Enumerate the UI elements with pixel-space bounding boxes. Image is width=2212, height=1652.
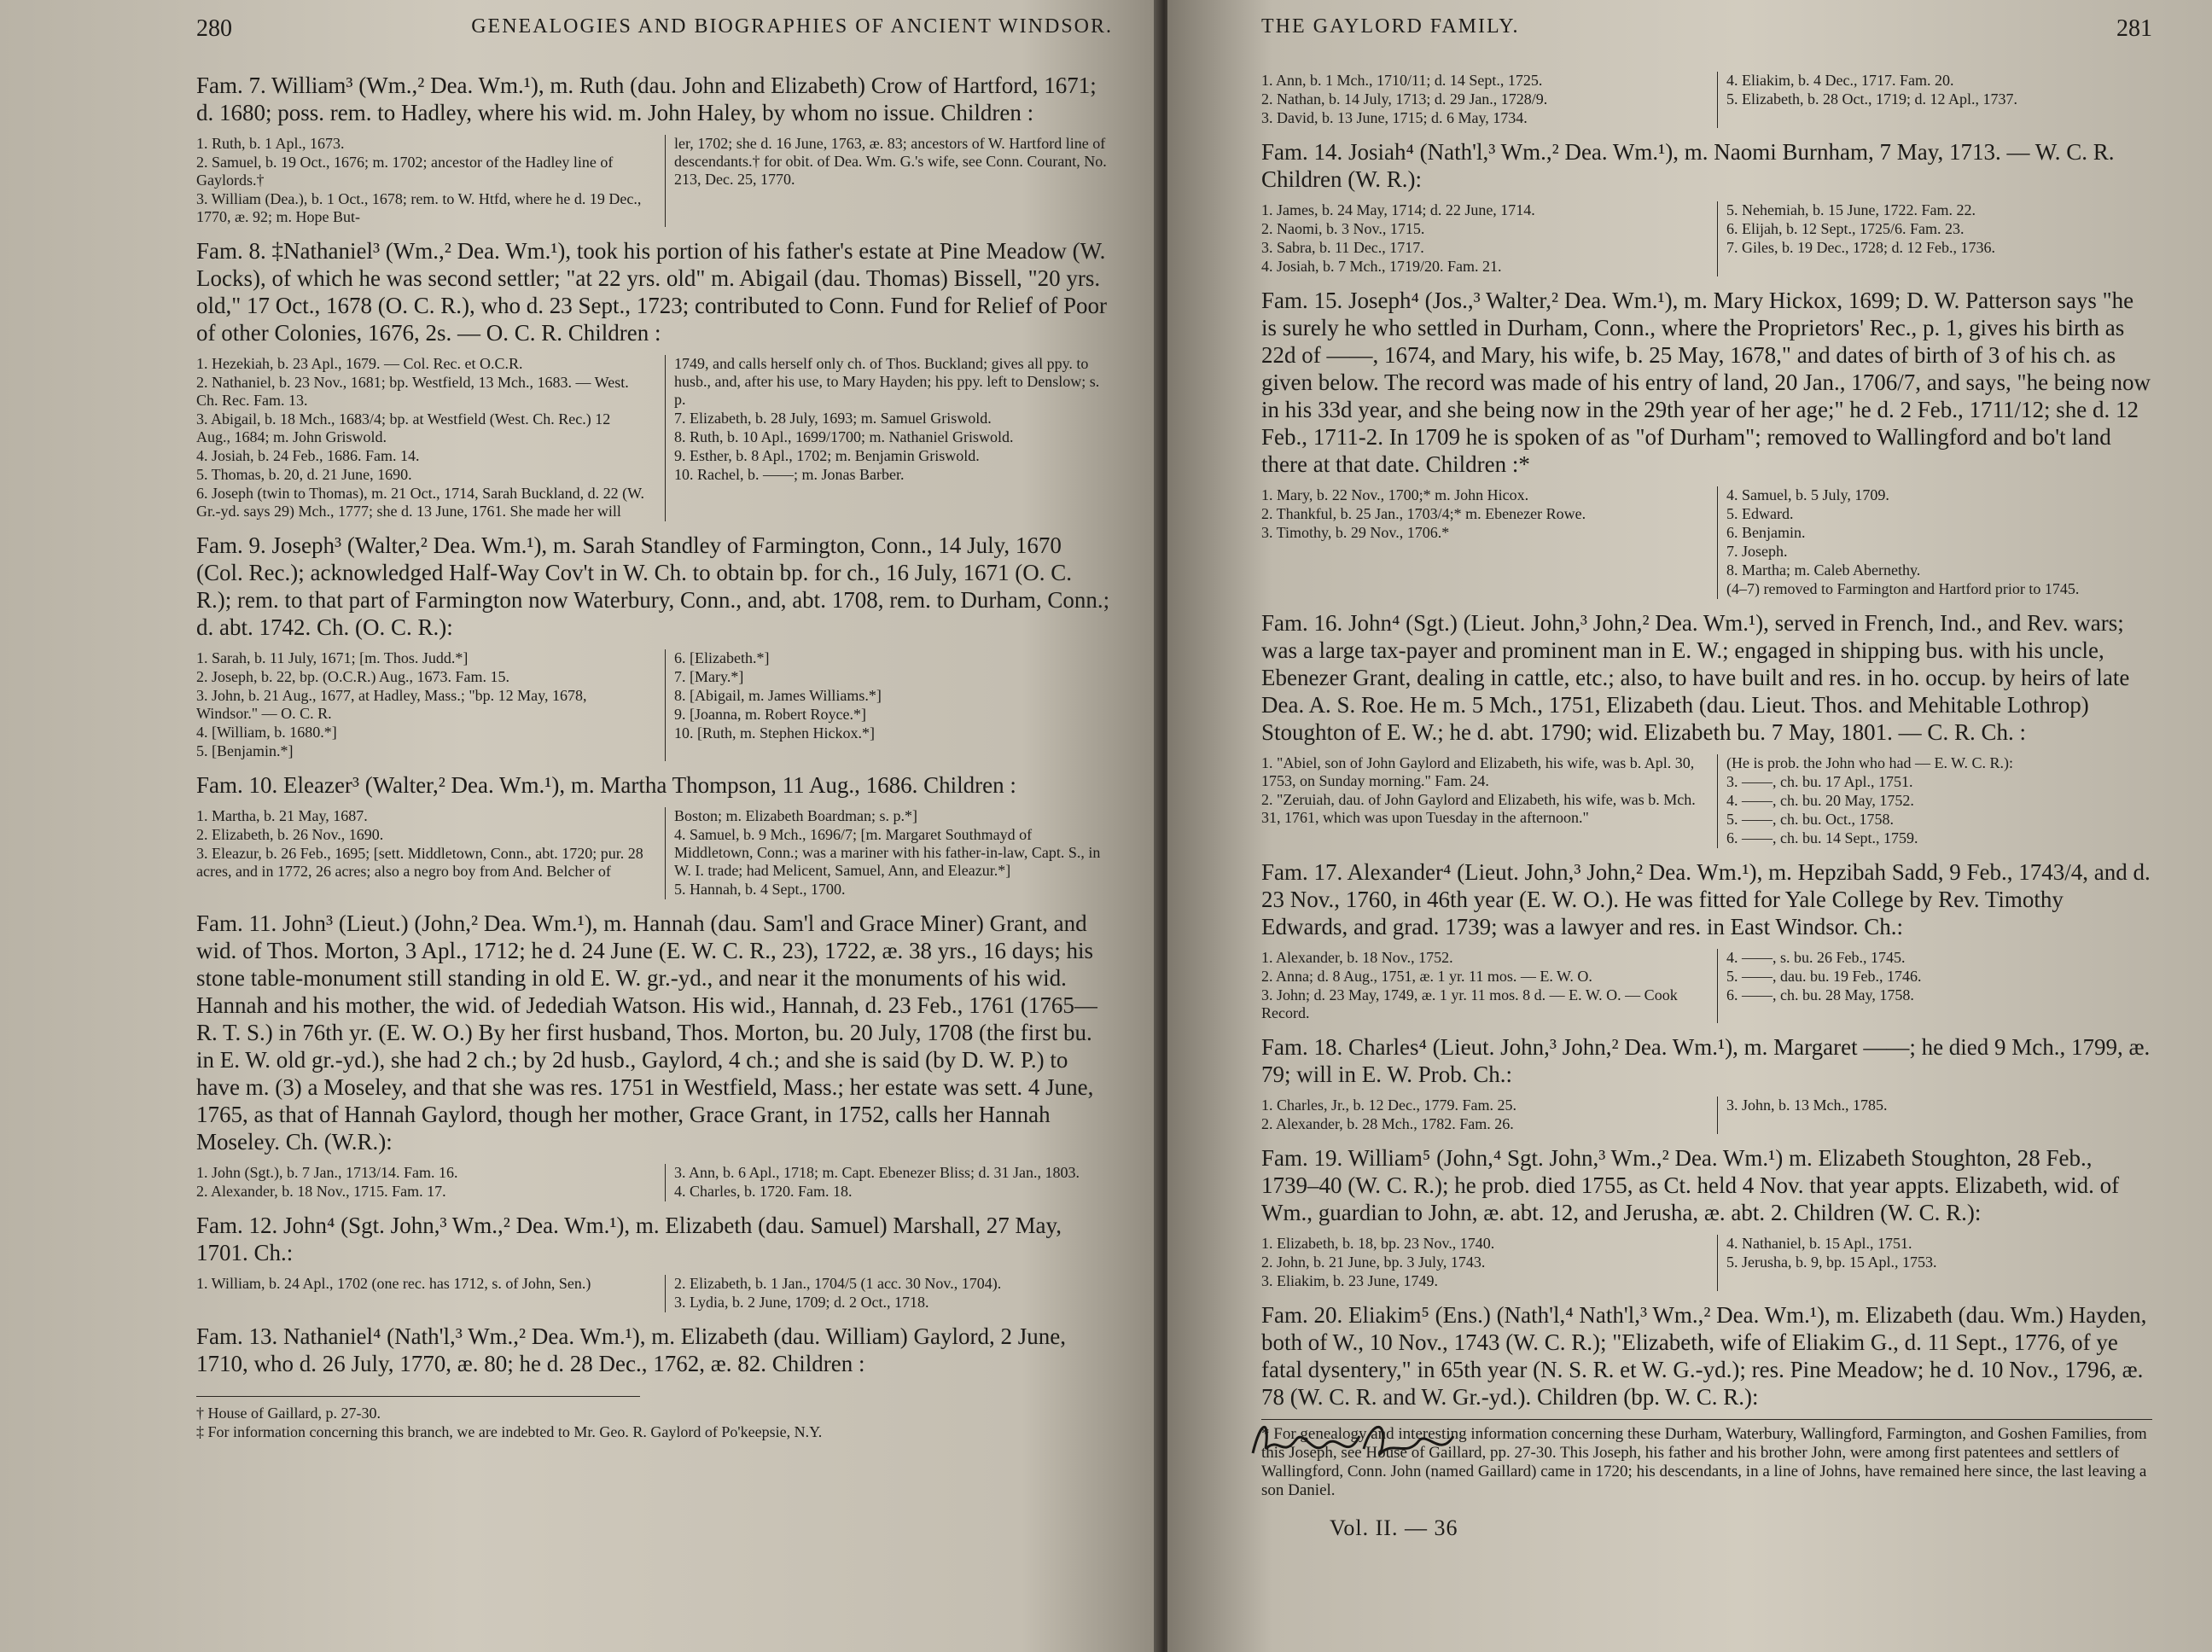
child-entry: 3. Lydia, b. 2 June, 1709; d. 2 Oct., 1718. xyxy=(674,1294,929,1311)
child-entry: 7. Elizabeth, b. 28 July, 1693; m. Samuel Griswold. xyxy=(674,410,992,427)
child-entry: 1. John (Sgt.), b. 7 Jan., 1713/14. Fam. 16. xyxy=(196,1164,458,1181)
family-entry: Fam. 14. Josiah⁴ (Nath'l,³ Wm.,² Dea. Wm.¹), m. Naomi Burnham, 7 May, 1713. — W. C. R. Children (W. R.): xyxy=(1261,139,2115,192)
child-entry: 2. Naomi, b. 3 Nov., 1715. xyxy=(1261,220,1425,237)
child-entry: 3. John, b. 13 Mch., 1785. xyxy=(1726,1096,1888,1114)
child-entry: 3. John; d. 23 May, 1749, æ. 1 yr. 11 mos. 8 d. — E. W. O. — Cook Record. xyxy=(1261,986,1678,1021)
child-entry: 5. ——, ch. bu. Oct., 1758. xyxy=(1726,811,1894,828)
child-entry: 2. John, b. 21 June, bp. 3 July, 1743. xyxy=(1261,1254,1486,1271)
children-left-col xyxy=(1261,486,1697,599)
child-entry: (4–7) removed to Farmington and Hartford prior to 1745. xyxy=(1726,580,2080,597)
right-footnote: * For genealogy and interesting information concerning these Durham, Waterbury, Wallingford, Farmington, and Goshen Families, from this Joseph, see House of Gaillard, pp. 27-30. This Joseph, his father and his brother John, were among first patentees and settlers of Wallingford, Conn. John (named Gaillard) came in 1720; his descendants, in a line of Johns, have remained here since, the last leaving a son Daniel. xyxy=(1261,1419,2152,1500)
children-left-col xyxy=(196,807,644,899)
children-right-col xyxy=(665,355,1113,521)
child-entry: 4. Josiah, b. 7 Mch., 1719/20. Fam. 21. xyxy=(1261,258,1502,275)
family-entry: Fam. 17. Alexander⁴ (Lieut. John,³ John,² Dea. Wm.¹), m. Hepzibah Sadd, 9 Feb., 1743/4, and d. 23 Nov., 1760, in 46th year (E. W. O.). He was fitted for Yale College by Rev. Timothy Edwards, and grad. 1739; was a lawyer and res. in East Windsor. Ch.: xyxy=(1261,859,2151,939)
children-right-col xyxy=(1717,201,2152,276)
children-list xyxy=(1261,754,2152,848)
top-children xyxy=(1261,72,2152,128)
children-right-col xyxy=(1717,1235,2152,1291)
children-left-col xyxy=(1261,201,1697,276)
child-entry: 2. "Zeruiah, dau. of John Gaylord and Elizabeth, his wife, was b. Mch. 31, 1761, which was upon Tuesday in the afternoon." xyxy=(1261,791,1696,826)
volume-mark: Vol. II. — 36 xyxy=(1330,1515,1458,1540)
child-entry: 6. Elijah, b. 12 Sept., 1725/6. Fam. 23. xyxy=(1726,220,1965,237)
child-entry: 1. Ann, b. 1 Mch., 1710/11; d. 14 Sept., 1725. xyxy=(1261,72,1543,89)
children-right-col xyxy=(1717,949,2152,1023)
child-entry: 7. Joseph. xyxy=(1726,543,1788,560)
child-entry: 1. Mary, b. 22 Nov., 1700;* m. John Hicox. xyxy=(1261,486,1529,503)
children-left-col xyxy=(1261,1096,1697,1134)
right-page-number: 281 xyxy=(2116,15,2152,42)
child-entry: 1749, and calls herself only ch. of Thos. Buckland; gives all ppy. to husb., and, after his use, to Mary Hayden; his ppy. left to Denslow; s. p. xyxy=(674,355,1100,408)
child-entry: 3. Abigail, b. 18 Mch., 1683/4; bp. at Westfield (West. Ch. Rec.) 12 Aug., 1684; m. John Griswold. xyxy=(196,410,611,445)
child-entry: 1. Elizabeth, b. 18, bp. 23 Nov., 1740. xyxy=(1261,1235,1495,1252)
children-list xyxy=(196,1275,1113,1312)
family-entry: Fam. 15. Joseph⁴ (Jos.,³ Walter,² Dea. Wm.¹), m. Mary Hickox, 1699; D. W. Patterson says "he is surely he who settled in Durham, Conn., where the Proprietors' Rec., p. 1, gives his birth as 22d of ——, 1674, and Mary, his wife, b. 25 May, 1678," and dates of birth of 3 of his ch. as given below. The record was made of his entry of land, 20 Jan., 1706/7, and says, "he being now in his 33d year, and she being now in the 29th year of her age;" he d. 2 Feb., 1711/12; she d. 12 Feb., 1711-2. In 1709 he is spoken of as "of Durham"; removed to Wallingford and bo't land there at that date. Children :* xyxy=(1261,288,2151,477)
child-entry: 3. Timothy, b. 29 Nov., 1706.* xyxy=(1261,524,1450,541)
children-right-col xyxy=(665,1164,1113,1201)
child-entry: 4. Charles, b. 1720. Fam. 18. xyxy=(674,1183,853,1200)
child-entry: 4. Nathaniel, b. 15 Apl., 1751. xyxy=(1726,1235,1912,1252)
child-entry: 4. Josiah, b. 24 Feb., 1686. Fam. 14. xyxy=(196,447,420,464)
family-entry: Fam. 8. ‡Nathaniel³ (Wm.,² Dea. Wm.¹), took his portion of his father's estate at Pine Meadow (W. Locks), of which he was second settler; "at 22 yrs. old" m. Abigail (dau. Thomas) Bissell, "20 yrs. old," 17 Oct., 1678 (O. C. R.), who d. 23 Sept., 1723; contributed to Conn. Fund for Relief of Poor of other Colonies, 1676, 2s. — O. C. R. Children : xyxy=(196,238,1107,346)
children-right-col xyxy=(1717,486,2152,599)
children-list xyxy=(196,649,1113,761)
child-entry: 4. ——, s. bu. 26 Feb., 1745. xyxy=(1726,949,1906,966)
right-entries xyxy=(1261,138,2152,1411)
child-entry: 8. [Abigail, m. James Williams.*] xyxy=(674,687,882,704)
children-right-col xyxy=(665,807,1113,899)
family-entry: Fam. 18. Charles⁴ (Lieut. John,³ John,² Dea. Wm.¹), m. Margaret ——; he died 9 Mch., 1799, æ. 79; will in E. W. Prob. Ch.: xyxy=(1261,1034,2151,1087)
child-entry: 2. Alexander, b. 28 Mch., 1782. Fam. 26. xyxy=(1261,1115,1514,1132)
child-entry: 2. Thankful, b. 25 Jan., 1703/4;* m. Ebenezer Rowe. xyxy=(1261,505,1586,522)
children-list xyxy=(196,807,1113,899)
child-entry: 8. Ruth, b. 10 Apl., 1699/1700; m. Nathaniel Griswold. xyxy=(674,428,1014,445)
children-left-col xyxy=(196,1275,644,1312)
child-entry: 4. ——, ch. bu. 20 May, 1752. xyxy=(1726,792,1914,809)
child-entry: 6. ——, ch. bu. 14 Sept., 1759. xyxy=(1726,829,1918,846)
child-entry: 10. Rachel, b. ——; m. Jonas Barber. xyxy=(674,466,905,483)
family-entry: Fam. 12. John⁴ (Sgt. John,³ Wm.,² Dea. Wm.¹), m. Elizabeth (dau. Samuel) Marshall, 27 May, 1701. Ch.: xyxy=(196,1213,1062,1265)
family-entry: Fam. 7. William³ (Wm.,² Dea. Wm.¹), m. Ruth (dau. John and Elizabeth) Crow of Hartford, 1671; d. 1680; poss. rem. to Hadley, where his wid. m. John Haley, by whom no issue. Children : xyxy=(196,73,1097,125)
child-entry: 10. [Ruth, m. Stephen Hickox.*] xyxy=(674,724,875,742)
child-entry: 2. Anna; d. 8 Aug., 1751, æ. 1 yr. 11 mos. — E. W. O. xyxy=(1261,968,1592,985)
top-children-left xyxy=(1261,72,1697,128)
child-entry: 3. Ann, b. 6 Apl., 1718; m. Capt. Ebenezer Bliss; d. 31 Jan., 1803. xyxy=(674,1164,1080,1181)
left-page-number: 280 xyxy=(196,15,232,42)
left-footnotes xyxy=(196,1396,823,1441)
left-entries xyxy=(196,72,1113,1377)
child-entry: 3. John, b. 21 Aug., 1677, at Hadley, Mass.; "bp. 12 May, 1678, Windsor." — O. C. R. xyxy=(196,687,587,722)
child-entry: 5. Nehemiah, b. 15 June, 1722. Fam. 22. xyxy=(1726,201,1976,218)
child-entry: 9. [Joanna, m. Robert Royce.*] xyxy=(674,706,866,723)
children-list xyxy=(1261,201,2152,276)
child-entry: 7. [Mary.*] xyxy=(674,668,744,685)
family-entry: Fam. 10. Eleazer³ (Walter,² Dea. Wm.¹), m. Martha Thompson, 11 Aug., 1686. Children : xyxy=(196,772,1016,798)
child-entry: 6. Joseph (twin to Thomas), m. 21 Oct., 1714, Sarah Buckland, d. 22 (W. Gr.-yd. says 29) Mch., 1777; she d. 13 June, 1761. She made her will xyxy=(196,485,644,520)
child-entry: 2. Elizabeth, b. 26 Nov., 1690. xyxy=(196,826,384,843)
top-children-right xyxy=(1717,72,2152,128)
child-entry: 4. [William, b. 1680.*] xyxy=(196,724,337,741)
child-entry: 3. David, b. 13 June, 1715; d. 6 May, 1734. xyxy=(1261,109,1528,126)
child-entry: 2. Samuel, b. 19 Oct., 1676; m. 1702; ancestor of the Hadley line of Gaylords.† xyxy=(196,154,614,189)
children-right-col xyxy=(665,135,1113,227)
family-entry: Fam. 20. Eliakim⁵ (Ens.) (Nath'l,⁴ Nath'l,³ Wm.,² Dea. Wm.¹), m. Elizabeth (dau. Wm.) Hayden, both of W., 10 Nov., 1743 (W. C. R.); "Elizabeth, wife of Eliakim G., d. 11 Sept., 1776, of ye fatal dysentery," in 65th year (N. S. R. et W. G.-yd.); res. Pine Meadow; he d. 10 Nov., 1796, æ. 78 (W. C. R. and W. Gr.-yd.). Children (bp. W. C. R.): xyxy=(1261,1302,2147,1410)
child-entry: 6. [Elizabeth.*] xyxy=(674,649,770,666)
left-running-title: GENEALOGIES AND BIOGRAPHIES OF ANCIENT WINDSOR. xyxy=(471,15,1113,38)
child-entry: Boston; m. Elizabeth Boardman; s. p.*] xyxy=(674,807,917,824)
child-entry: 2. Nathan, b. 14 July, 1713; d. 29 Jan., 1728/9. xyxy=(1261,90,1548,108)
child-entry: 1. William, b. 24 Apl., 1702 (one rec. has 1712, s. of John, Sen.) xyxy=(196,1275,591,1292)
children-right-col xyxy=(665,649,1113,761)
family-entry: Fam. 16. John⁴ (Sgt.) (Lieut. John,³ John,² Dea. Wm.¹), served in French, Ind., and Rev. wars; was a large tax-payer and prominent man in E. W.; engaged in shipping bus. with his uncle, Ebenezer Grant, dealing in cattle, etc.; also, to have built and res. in ho. occup. by heirs of late Dea. A. S. Roe. He m. 5 Mch., 1751, Elizabeth (dau. Lieut. Thos. and Mehitable Lothrop) Stoughton of E. W.; he d. abt. 1790; wid. Elizabeth bu. 7 May, 1801. — C. R. Ch. : xyxy=(1261,610,2130,745)
child-entry: 4. Eliakim, b. 4 Dec., 1717. Fam. 20. xyxy=(1726,72,1954,89)
children-list xyxy=(1261,1235,2152,1291)
child-entry: 1. Charles, Jr., b. 12 Dec., 1779. Fam. 25. xyxy=(1261,1096,1516,1114)
child-entry: 1. Sarah, b. 11 July, 1671; [m. Thos. Judd.*] xyxy=(196,649,469,666)
child-entry: 2. Joseph, b. 22, bp. (O.C.R.) Aug., 1673. Fam. 15. xyxy=(196,668,510,685)
children-list xyxy=(196,135,1113,227)
child-entry: 4. Samuel, b. 5 July, 1709. xyxy=(1726,486,1889,503)
child-entry: 3. William (Dea.), b. 1 Oct., 1678; rem. to W. Htfd, where he d. 19 Dec., 1770, æ. 92; m. Hope But- xyxy=(196,190,642,225)
right-running-title: THE GAYLORD FAMILY. xyxy=(1261,15,1520,38)
children-right-col xyxy=(1717,754,2152,848)
child-entry: 5. Thomas, b. 20, d. 21 June, 1690. xyxy=(196,466,412,483)
children-list xyxy=(1261,1096,2152,1134)
child-entry: 1. Martha, b. 21 May, 1687. xyxy=(196,807,368,824)
children-list xyxy=(196,1164,1113,1201)
child-entry: 3. Eleazur, b. 26 Feb., 1695; [sett. Middletown, Conn., abt. 1720; pur. 28 acres, and in 1772, 26 acres; also a negro boy from And. Belcher of xyxy=(196,845,643,880)
left-running-head xyxy=(196,15,1113,43)
family-entry: Fam. 11. John³ (Lieut.) (John,² Dea. Wm.¹), m. Hannah (dau. Sam'l and Grace Miner) Grant, and wid. of Thos. Morton, 3 Apl., 1712; he d. 24 June (E. W. C. R., 23), 1722, æ. 38 yrs., 16 days; his stone table-monument still standing in old E. W. gr.-yd., and near it the monuments of his wid. Hannah and his mother, the wid. of Jedediah Watson. His wid., Hannah, d. 23 Feb., 1761 (1765—R. T. S.) in 76th yr. (E. W. O.) By her first husband, Thos. Morton, bu. 20 July, 1708 (the first bu. in E. W. old gr.-yd.), she had 2 ch.; by 2d husb., Gaylord, 4 ch.; and she is said (by D. W. P.) to have m. (3) a Moseley, and that she was res. 1751 in Westfield, Mass.; her estate was sett. 4 June, 1765, as that of Hannah Gaylord, though her mother, Grace Grant, in 1752, calls her Hannah Moseley. Ch. (W.R.): xyxy=(196,910,1097,1155)
children-left-col xyxy=(1261,754,1697,848)
children-left-col xyxy=(196,649,644,761)
child-entry: 7. Giles, b. 19 Dec., 1728; d. 12 Feb., 1736. xyxy=(1726,239,1995,256)
child-entry: 1. James, b. 24 May, 1714; d. 22 June, 1714. xyxy=(1261,201,1535,218)
child-entry: 5. Elizabeth, b. 28 Oct., 1719; d. 12 Apl., 1737. xyxy=(1726,90,2017,108)
child-entry: 5. [Benjamin.*] xyxy=(196,742,294,759)
signature-icon xyxy=(1244,1411,1466,1470)
child-entry: 5. Edward. xyxy=(1726,505,1794,522)
child-entry: (He is prob. the John who had — E. W. C. R.): xyxy=(1726,754,2013,771)
child-entry: 8. Martha; m. Caleb Abernethy. xyxy=(1726,561,1921,579)
children-left-col xyxy=(196,1164,644,1201)
children-list xyxy=(1261,486,2152,599)
child-entry: 9. Esther, b. 8 Apl., 1702; m. Benjamin Griswold. xyxy=(674,447,980,464)
children-left-col xyxy=(1261,949,1697,1023)
child-entry: 1. "Abiel, son of John Gaylord and Elizabeth, his wife, was b. Apl. 30, 1753, on Sunday morning." Fam. 24. xyxy=(1261,754,1695,789)
family-entry: Fam. 13. Nathaniel⁴ (Nath'l,³ Wm.,² Dea. Wm.¹), m. Elizabeth (dau. William) Gaylord, 2 June, 1710, who d. 26 July, 1770, æ. 80; he d. 28 Dec., 1762, æ. 82. Children : xyxy=(196,1323,1066,1376)
child-entry: 1. Alexander, b. 18 Nov., 1752. xyxy=(1261,949,1453,966)
child-entry: ler, 1702; she d. 16 June, 1763, æ. 83; ancestors of W. Hartford line of descendants.† for obit. of Dea. Wm. G.'s wife, see Conn. Courant, No. 213, Dec. 25, 1770. xyxy=(674,135,1107,188)
footnote: † House of Gaillard, p. 27-30. xyxy=(196,1405,381,1422)
child-entry: 4. Samuel, b. 9 Mch., 1696/7; [m. Margaret Southmayd of Middletown, Conn.; was a mariner with his father-in-law, Capt. S., in W. I. trade; had Melicent, Samuel, Ann, and Eleazur.*] xyxy=(674,826,1101,879)
child-entry: 3. Eliakim, b. 23 June, 1749. xyxy=(1261,1272,1438,1289)
children-list xyxy=(196,355,1113,521)
child-entry: 3. ——, ch. bu. 17 Apl., 1751. xyxy=(1726,773,1913,790)
right-running-head xyxy=(1261,15,2152,43)
child-entry: 2. Nathaniel, b. 23 Nov., 1681; bp. Westfield, 13 Mch., 1683. — West. Ch. Rec. Fam. 13. xyxy=(196,374,629,409)
child-entry: 1. Ruth, b. 1 Apl., 1673. xyxy=(196,135,345,152)
child-entry: 3. Sabra, b. 11 Dec., 1717. xyxy=(1261,239,1424,256)
footnote: ‡ For information concerning this branch, we are indebted to Mr. Geo. R. Gaylord of Po'keepsie, N.Y. xyxy=(196,1423,823,1440)
children-left-col xyxy=(196,135,644,227)
child-entry: 5. Hannah, b. 4 Sept., 1700. xyxy=(674,881,846,898)
child-entry: 5. Jerusha, b. 9, bp. 15 Apl., 1753. xyxy=(1726,1254,1937,1271)
children-left-col xyxy=(196,355,644,521)
child-entry: 6. Benjamin. xyxy=(1726,524,1806,541)
children-right-col xyxy=(665,1275,1113,1312)
child-entry: 2. Elizabeth, b. 1 Jan., 1704/5 (1 acc. 30 Nov., 1704). xyxy=(674,1275,1002,1292)
children-right-col xyxy=(1717,1096,2152,1134)
family-entry: Fam. 9. Joseph³ (Walter,² Dea. Wm.¹), m. Sarah Standley of Farmington, Conn., 14 July, 1670 (Col. Rec.); acknowledged Half-Way Cov't in W. Ch. to obtain bp. for ch., 16 July, 1671 (O. C. R.); rem. to that part of Farmington now Waterbury, Conn., and, abt. 1708, rem. to Durham, Conn.; d. abt. 1742. Ch. (O. C. R.): xyxy=(196,532,1110,640)
family-entry: Fam. 19. William⁵ (John,⁴ Sgt. John,³ Wm.,² Dea. Wm.¹) m. Elizabeth Stoughton, 28 Feb., 1739–40 (W. C. R.); he prob. died 1755, as Ct. held 4 Nov. that year appts. Elizabeth, wid. of Wm., guardian to John, æ. abt. 12, and Jerusha, æ. abt. 2. Children (W. C. R.): xyxy=(1261,1145,2120,1225)
child-entry: 5. ——, dau. bu. 19 Feb., 1746. xyxy=(1726,968,1922,985)
children-left-col xyxy=(1261,1235,1697,1291)
child-entry: 1. Hezekiah, b. 23 Apl., 1679. — Col. Rec. et O.C.R. xyxy=(196,355,523,372)
children-list xyxy=(1261,949,2152,1023)
child-entry: 6. ——, ch. bu. 28 May, 1758. xyxy=(1726,986,1914,1003)
right-page xyxy=(1167,0,2212,1652)
child-entry: 2. Alexander, b. 18 Nov., 1715. Fam. 17. xyxy=(196,1183,446,1200)
